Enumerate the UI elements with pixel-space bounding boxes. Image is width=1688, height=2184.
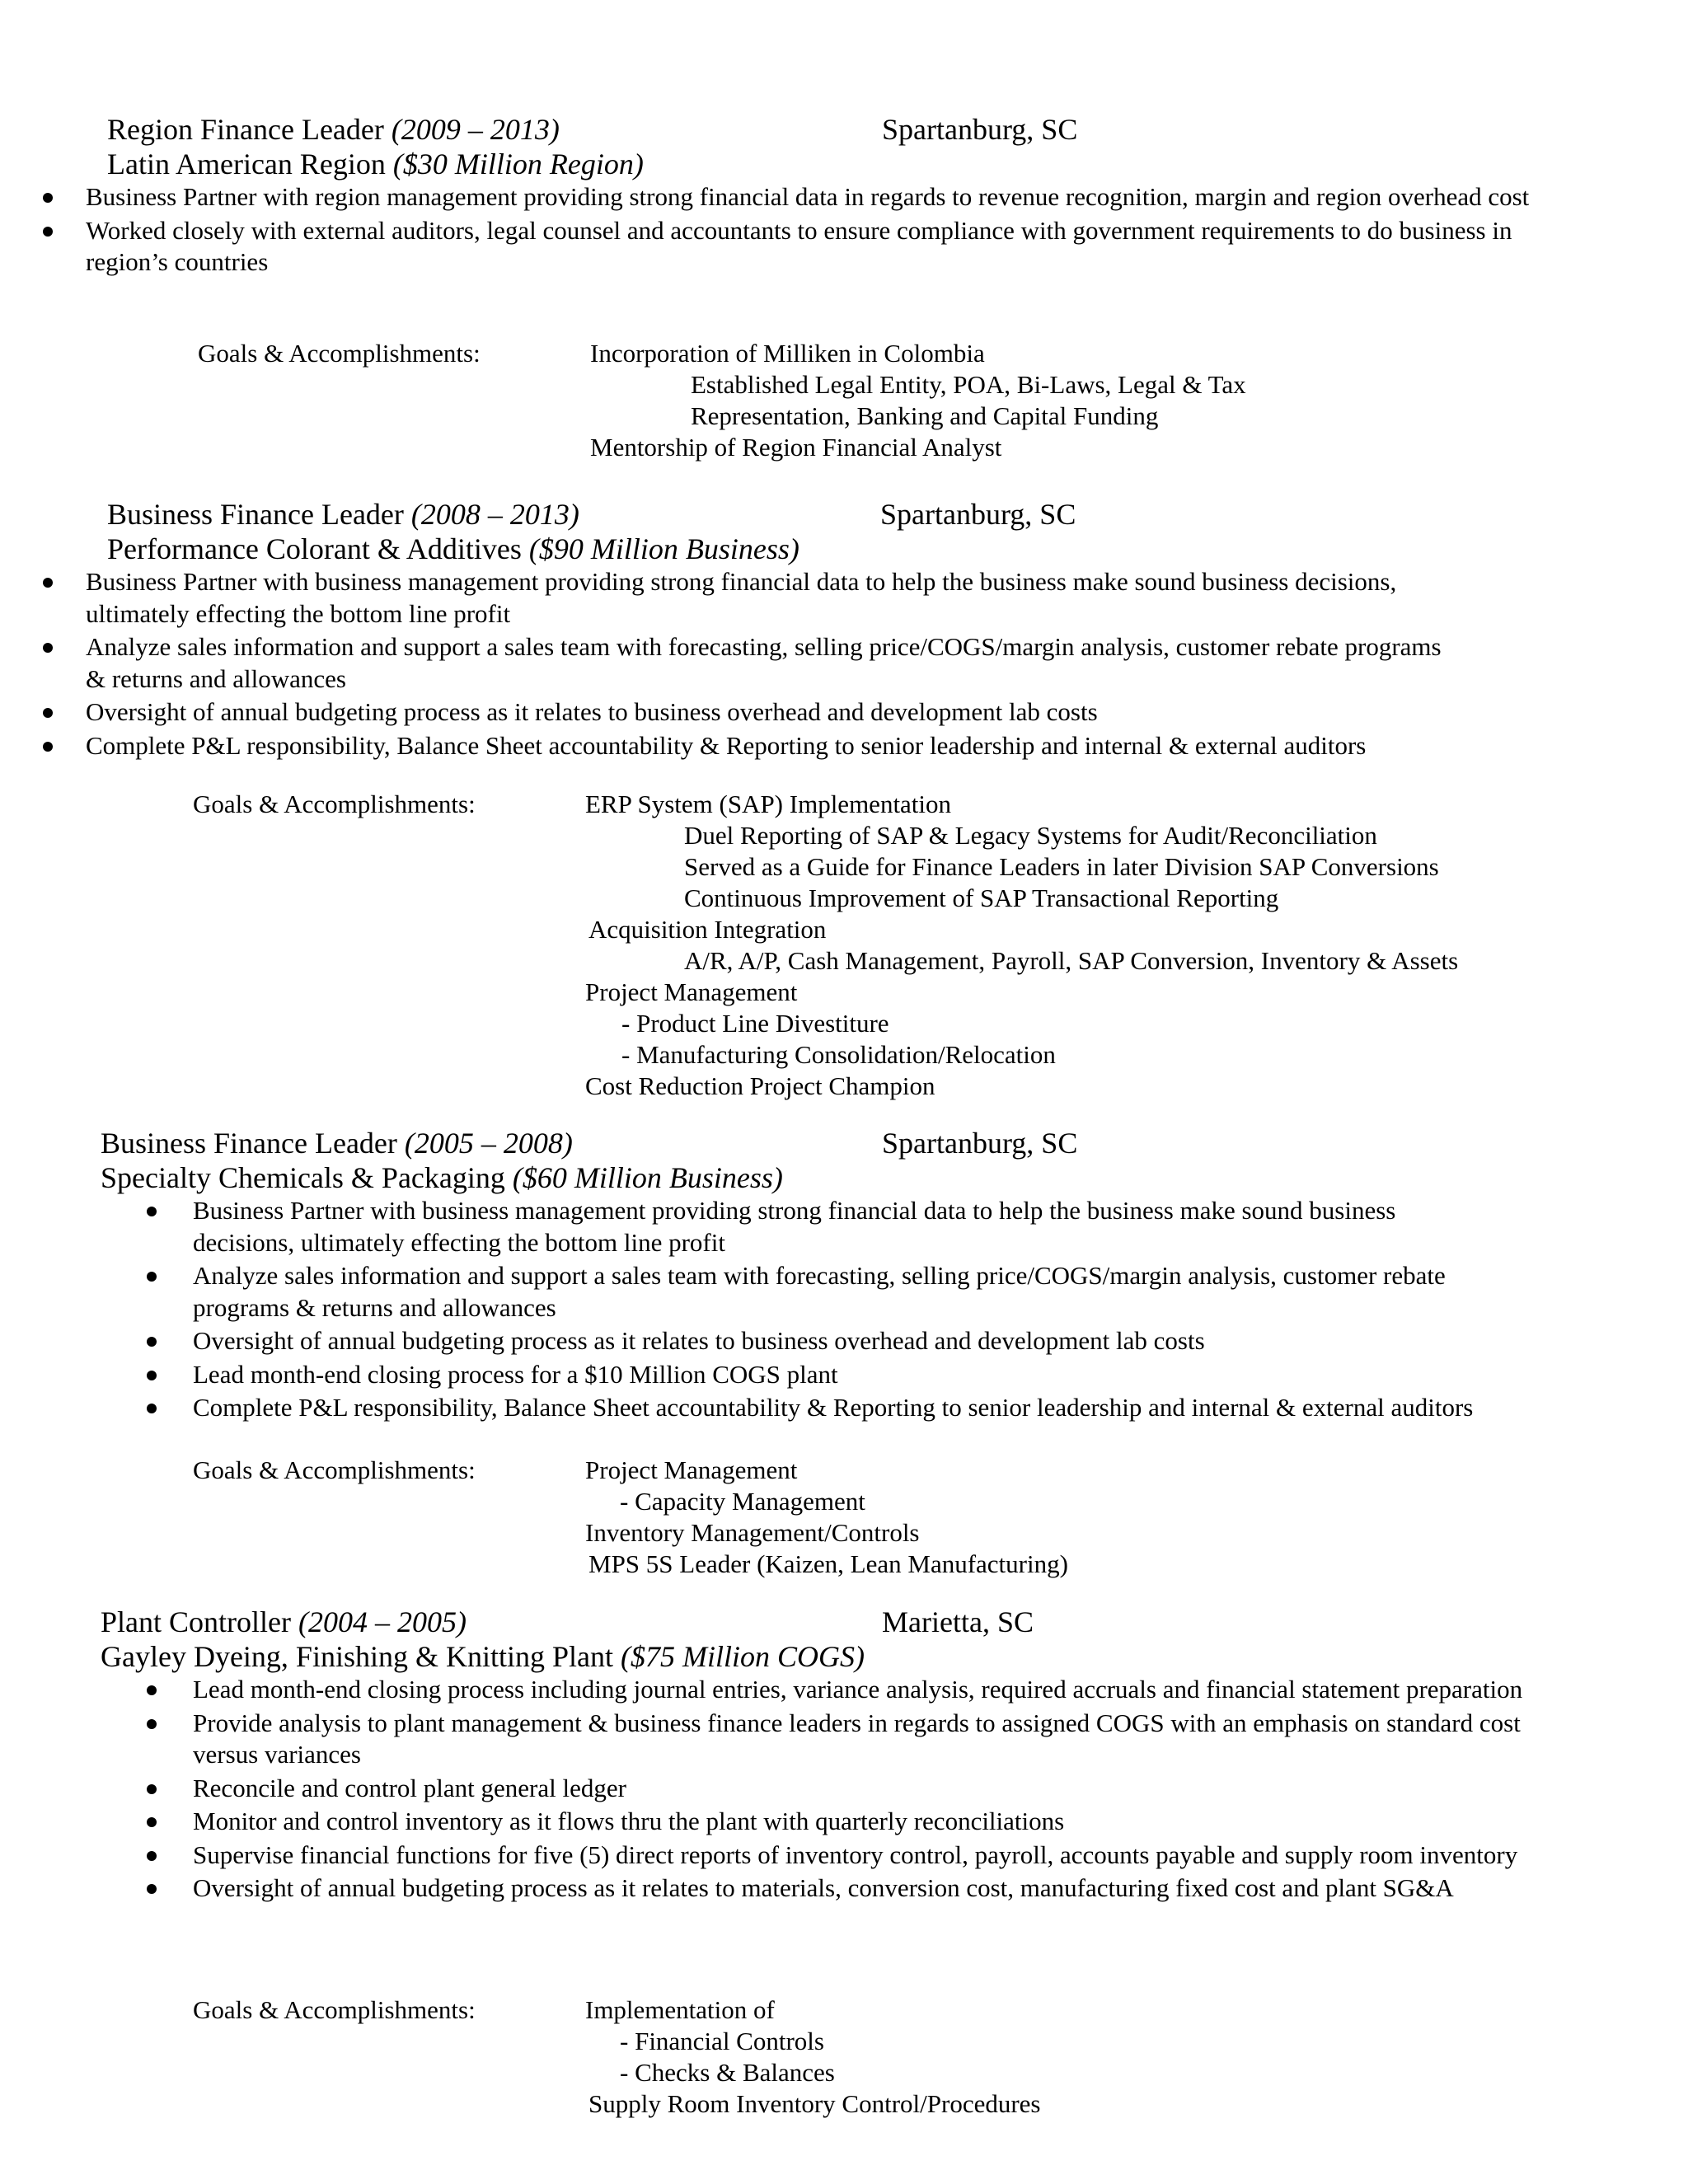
goal-item: Cost Reduction Project Champion (585, 1071, 935, 1100)
job-unit-line (107, 147, 644, 181)
bullet-item: Worked closely with external auditors, legal counsel and accountants to ensure compliance with government requirements to do business in region’s countries (86, 215, 1536, 279)
job-location: Marietta, SC (882, 1605, 1034, 1638)
job-unit: Latin American Region (107, 148, 386, 180)
goal-item: - Financial Controls (620, 2027, 824, 2055)
bullet-icon (43, 708, 53, 718)
job-bullets (86, 181, 1536, 279)
bullet-item: Monitor and control inventory as it flows thru the plant with quarterly reconciliations (193, 1806, 1578, 1838)
bullet-icon (147, 1337, 157, 1347)
job-unit-line (107, 532, 799, 566)
bullet-icon (43, 578, 53, 588)
goals-label: Goals & Accomplishments: (193, 1455, 476, 1484)
goal-item: Duel Reporting of SAP & Legacy Systems for Audit/Reconciliation (684, 821, 1377, 850)
goal-item: A/R, A/P, Cash Management, Payroll, SAP Conversion, Inventory & Assets (684, 946, 1459, 975)
goal-item: - Product Line Divestiture (621, 1009, 889, 1038)
bullet-icon (147, 1685, 157, 1695)
job-unit-size: ($30 Million Region) (392, 148, 644, 180)
job-title: Business Finance Leader (107, 498, 404, 531)
goal-item: Inventory Management/Controls (585, 1518, 920, 1547)
goal-item: Representation, Banking and Capital Funding (691, 401, 1159, 430)
job-title-line (101, 1605, 467, 1639)
job-unit-size: ($90 Million Business) (528, 532, 799, 565)
goal-item: - Checks & Balances (620, 2058, 835, 2087)
job-unit-size: ($75 Million COGS) (620, 1640, 865, 1673)
goal-item: Established Legal Entity, POA, Bi-Laws, Legal & Tax (691, 370, 1246, 399)
bullet-icon (147, 1817, 157, 1827)
goals-label: Goals & Accomplishments: (198, 339, 481, 368)
job-bullets (86, 566, 1454, 762)
job-dates: (2004 – 2005) (298, 1605, 467, 1638)
bullet-item: Provide analysis to plant management & business finance leaders in regards to assigned COGS with an emphasis on standard cost versus variances (193, 1708, 1578, 1771)
goal-item: Implementation of (585, 1995, 775, 2024)
bullet-item: Complete P&L responsibility, Balance Sheet accountability & Reporting to senior leadership and internal & external auditors (86, 730, 1454, 762)
job-dates: (2009 – 2013) (391, 113, 560, 146)
bullet-item: Business Partner with business management providing strong financial data to help the business make sound business decisions, ultimately effecting the bottom line profit (86, 566, 1454, 630)
goal-item: Project Management (585, 977, 798, 1006)
bullet-item: Reconcile and control plant general ledger (193, 1773, 1578, 1805)
bullet-item: Complete P&L responsibility, Balance Sheet accountability & Reporting to senior leadership and internal & external auditors (193, 1392, 1495, 1424)
bullet-item: Business Partner with region management providing strong financial data in regards to revenue recognition, margin and region overhead cost (86, 181, 1536, 213)
job-title: Business Finance Leader (101, 1127, 397, 1160)
job-title-line (101, 1126, 573, 1160)
job-dates: (2005 – 2008) (404, 1127, 573, 1160)
goal-item: Supply Room Inventory Control/Procedures (588, 2089, 1041, 2118)
bullet-item: Oversight of annual budgeting process as it relates to business overhead and development lab costs (193, 1325, 1495, 1357)
goal-item: - Capacity Management (620, 1487, 865, 1516)
bullet-icon (147, 1404, 157, 1413)
bullet-icon (43, 742, 53, 752)
goal-item: Mentorship of Region Financial Analyst (590, 433, 1002, 462)
bullet-icon (43, 193, 53, 203)
goal-item: Incorporation of Milliken in Colombia (590, 339, 985, 368)
goal-item: ERP System (SAP) Implementation (585, 790, 952, 818)
bullet-icon (43, 643, 53, 653)
bullet-item: Lead month-end closing process for a $10 Million COGS plant (193, 1359, 1495, 1391)
bullet-icon (147, 1371, 157, 1380)
bullet-icon (147, 1272, 157, 1282)
bullet-icon (43, 227, 53, 237)
job-unit-line (101, 1639, 865, 1674)
job-bullets (193, 1674, 1578, 1905)
bullet-item: Oversight of annual budgeting process as it relates to business overhead and development lab costs (86, 696, 1454, 729)
job-title: Plant Controller (101, 1605, 291, 1638)
goals-label: Goals & Accomplishments: (193, 1995, 476, 2024)
job-location: Spartanburg, SC (882, 1127, 1078, 1160)
job-unit-line (101, 1160, 783, 1195)
bullet-icon (147, 1719, 157, 1729)
job-location: Spartanburg, SC (882, 113, 1078, 146)
bullet-icon (147, 1207, 157, 1216)
bullet-item: Analyze sales information and support a sales team with forecasting, selling price/COGS/margin analysis, customer rebate programs & returns and allowances (86, 631, 1454, 695)
bullet-item: Lead month-end closing process including journal entries, variance analysis, required accruals and financial statement preparation (193, 1674, 1578, 1706)
job-unit: Gayley Dyeing, Finishing & Knitting Plant (101, 1640, 613, 1673)
goal-item: Project Management (585, 1455, 798, 1484)
bullet-item: Supervise financial functions for five (5) direct reports of inventory control, payroll, accounts payable and supply room inventory (193, 1840, 1578, 1872)
goal-item: Acquisition Integration (588, 915, 827, 944)
job-unit-size: ($60 Million Business) (512, 1161, 783, 1194)
goal-item: Continuous Improvement of SAP Transactional Reporting (684, 883, 1279, 912)
bullet-icon (147, 1851, 157, 1861)
job-bullets (193, 1195, 1495, 1424)
bullet-item: Analyze sales information and support a sales team with forecasting, selling price/COGS/margin analysis, customer rebate programs & returns and allowances (193, 1260, 1495, 1324)
bullet-item: Oversight of annual budgeting process as it relates to materials, conversion cost, manufacturing fixed cost and plant SG&A (193, 1872, 1578, 1905)
job-unit: Specialty Chemicals & Packaging (101, 1161, 505, 1194)
job-dates: (2008 – 2013) (410, 498, 579, 531)
goal-item: Served as a Guide for Finance Leaders in later Division SAP Conversions (684, 852, 1439, 881)
job-title-line (107, 497, 579, 532)
bullet-item: Business Partner with business management providing strong financial data to help the business make sound business decisions, ultimately effecting the bottom line profit (193, 1195, 1495, 1258)
job-title-line (107, 112, 560, 147)
job-unit: Performance Colorant & Additives (107, 532, 522, 565)
bullet-icon (147, 1784, 157, 1794)
goal-item: - Manufacturing Consolidation/Relocation (621, 1040, 1056, 1069)
job-location: Spartanburg, SC (880, 498, 1076, 531)
job-title: Region Finance Leader (107, 113, 384, 146)
bullet-icon (147, 1884, 157, 1894)
goal-item: MPS 5S Leader (Kaizen, Lean Manufacturing) (588, 1549, 1068, 1578)
goals-label: Goals & Accomplishments: (193, 790, 476, 818)
